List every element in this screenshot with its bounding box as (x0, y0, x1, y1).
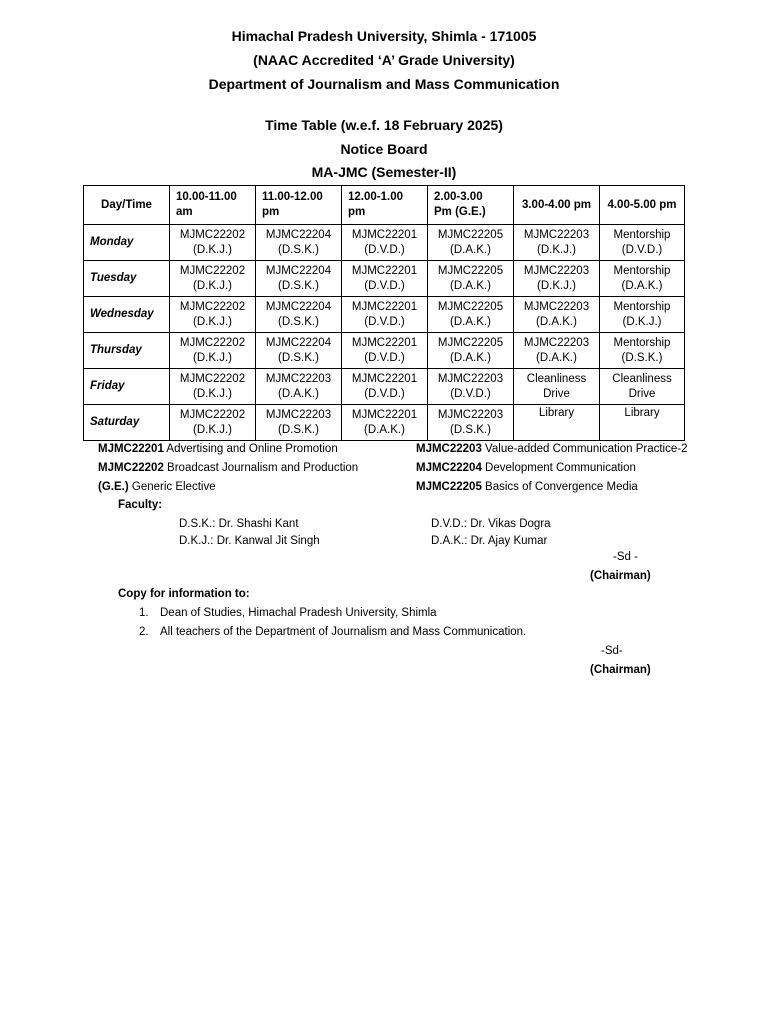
slot-text: (D.K.J.) (537, 243, 576, 256)
slot-text: (D.A.K.) (621, 279, 663, 292)
table-row (84, 261, 685, 297)
faculty-dak: D.A.K.: Dr. Ajay Kumar (431, 535, 548, 547)
slot-cell (428, 297, 514, 333)
copy-label: Copy for information to: (118, 588, 250, 600)
slot-text: (D.A.K.) (450, 315, 491, 328)
slot-text: MJMC22204 (265, 336, 332, 349)
table-row (84, 333, 685, 369)
copy-item-number: 2. (139, 626, 149, 638)
slot-text: (D.V.D.) (450, 387, 491, 400)
signature-chairman: (Chairman) (590, 570, 651, 582)
slot-text: MJMC22205 (437, 300, 504, 313)
slot-cell (256, 369, 342, 405)
header-text: 4.00-5.00 pm (607, 198, 677, 211)
faculty-dvd: D.V.D.: Dr. Vikas Dogra (431, 518, 551, 530)
slot-cell (342, 225, 428, 261)
slot-cell (342, 369, 428, 405)
slot-text: MJMC22202 (179, 228, 246, 241)
course-name: Basics of Convergence Media (485, 481, 638, 493)
slot-cell (170, 297, 256, 333)
slot-text: (D.K.J.) (193, 351, 232, 364)
slot-text: Cleanliness (612, 372, 672, 385)
header-text: 12.00-1.00 (348, 191, 403, 203)
header-time-slot (600, 186, 685, 225)
header-time-slot (256, 186, 342, 225)
table-row (84, 297, 685, 333)
course-name: Advertising and Online Promotion (166, 443, 338, 455)
course-legend-ge (98, 480, 216, 495)
course-name: Value-added Communication Practice-2 (485, 443, 688, 455)
slot-text: Cleanliness (526, 372, 587, 385)
slot-cell (256, 261, 342, 297)
course-code: MJMC22204 (416, 462, 482, 474)
slot-text: Drive (628, 387, 656, 400)
slot-cell (514, 261, 600, 297)
slot-text: Mentorship (613, 336, 671, 349)
slot-cell (600, 405, 685, 441)
slot-text: (D.A.K.) (450, 351, 491, 364)
header-text: 3.00-4.00 pm (521, 198, 592, 211)
slot-cell (170, 261, 256, 297)
slot-text: (D.S.K.) (450, 423, 491, 436)
course-code: MJMC22203 (416, 443, 482, 455)
slot-text: (D.K.J.) (193, 387, 232, 400)
slot-cell (170, 225, 256, 261)
day-cell: Tuesday (84, 261, 170, 297)
slot-text: MJMC22203 (437, 408, 504, 421)
signature-sd: -Sd - (613, 551, 638, 563)
header-text: Day/Time (101, 198, 152, 211)
slot-text: (D.S.K.) (278, 279, 319, 292)
slot-cell (600, 261, 685, 297)
slot-text: (D.A.K.) (364, 423, 405, 436)
header-text: 2.00-3.00 (434, 191, 483, 203)
slot-cell (428, 333, 514, 369)
slot-text: MJMC22202 (179, 336, 246, 349)
course-legend-203 (416, 442, 687, 457)
slot-text: MJMC22204 (265, 228, 332, 241)
slot-text: (D.S.K.) (278, 243, 319, 256)
header-time-slot (170, 186, 256, 225)
slot-cell (428, 405, 514, 441)
slot-cell (600, 297, 685, 333)
slot-text: MJMC22205 (437, 228, 504, 241)
department-title: Department of Journalism and Mass Communication (208, 76, 560, 92)
slot-text: MJMC22203 (523, 300, 590, 313)
slot-text: Mentorship (613, 228, 671, 241)
slot-cell (514, 405, 600, 441)
slot-text: MJMC22201 (351, 300, 418, 313)
slot-cell (428, 225, 514, 261)
programme-title: MA-JMC (Semester-II) (311, 164, 457, 180)
university-title: Himachal Pradesh University, Shimla - 171005 (231, 28, 537, 44)
table-header-row (84, 186, 685, 225)
slot-text: Library (538, 407, 575, 419)
accreditation-line: (NAAC Accredited ‘A’ Grade University) (253, 52, 515, 68)
slot-text: MJMC22203 (265, 372, 332, 385)
faculty-dsk: D.S.K.: Dr. Shashi Kant (179, 518, 299, 530)
slot-cell (170, 333, 256, 369)
slot-text: Mentorship (613, 300, 671, 313)
slot-text: MJMC22203 (523, 336, 590, 349)
slot-text: (D.K.J.) (622, 315, 662, 328)
day-cell: Friday (84, 369, 170, 405)
slot-cell (600, 225, 685, 261)
slot-cell (256, 333, 342, 369)
slot-cell (600, 369, 685, 405)
course-code: MJMC22202 (98, 462, 164, 474)
slot-text: (D.A.K.) (536, 351, 577, 364)
slot-cell (514, 369, 600, 405)
slot-cell (170, 369, 256, 405)
header-time-slot (342, 186, 428, 225)
slot-text: (D.A.K.) (450, 243, 491, 256)
header-text: pm (262, 206, 280, 218)
slot-cell (256, 297, 342, 333)
slot-cell (342, 333, 428, 369)
slot-cell (514, 225, 600, 261)
day-cell: Thursday (84, 333, 170, 369)
slot-text: (D.V.D.) (364, 243, 405, 256)
slot-cell (342, 297, 428, 333)
course-legend-201 (98, 442, 338, 457)
course-legend-202 (98, 461, 358, 476)
slot-text: MJMC22201 (351, 336, 418, 349)
course-legend-205 (416, 480, 638, 495)
notice-board-label: Notice Board (340, 141, 428, 157)
slot-text: (D.S.K.) (621, 351, 663, 364)
header-text: pm (348, 206, 366, 218)
slot-text: (D.A.K.) (536, 315, 577, 328)
slot-text: MJMC22202 (179, 300, 246, 313)
slot-text: MJMC22201 (351, 264, 418, 277)
slot-cell (600, 333, 685, 369)
slot-text: (D.V.D.) (621, 243, 663, 256)
slot-text: (D.K.J.) (193, 243, 232, 256)
table-row (84, 405, 685, 441)
slot-text: (D.V.D.) (364, 351, 405, 364)
slot-text: MJMC22202 (179, 264, 246, 277)
header-text: 10.00-11.00 (176, 191, 237, 203)
timetable (83, 185, 685, 441)
slot-text: (D.K.J.) (193, 279, 232, 292)
slot-cell (170, 405, 256, 441)
faculty-dkj: D.K.J.: Dr. Kanwal Jit Singh (179, 535, 320, 547)
slot-cell (256, 405, 342, 441)
slot-text: MJMC22203 (437, 372, 504, 385)
course-name: Development Communication (485, 462, 636, 474)
course-legend-204 (416, 461, 636, 476)
course-code: (G.E.) (98, 481, 129, 493)
slot-text: (D.A.K.) (450, 279, 491, 292)
slot-text: (D.K.J.) (193, 315, 232, 328)
header-day-time (84, 186, 170, 225)
table-row (84, 369, 685, 405)
slot-cell (428, 369, 514, 405)
slot-text: MJMC22204 (265, 264, 332, 277)
slot-cell (428, 261, 514, 297)
course-name: Generic Elective (131, 481, 216, 493)
copy-item-2: All teachers of the Department of Journalism and Mass Communication. (160, 626, 527, 638)
header-text: 11.00-12.00 (262, 191, 323, 203)
signature-sd-2: -Sd- (601, 645, 623, 657)
day-cell: Saturday (84, 405, 170, 441)
faculty-label: Faculty: (118, 499, 163, 511)
slot-text: (D.A.K.) (278, 387, 319, 400)
header-time-slot (514, 186, 600, 225)
timetable-title: Time Table (w.e.f. 18 February 2025) (265, 117, 503, 133)
slot-text: MJMC22205 (437, 336, 504, 349)
copy-item-number: 1. (139, 607, 149, 619)
signature-chairman-2: (Chairman) (590, 664, 651, 676)
slot-text: MJMC22203 (523, 228, 590, 241)
slot-cell (342, 261, 428, 297)
slot-text: (D.S.K.) (278, 315, 319, 328)
slot-text: (D.S.K.) (278, 423, 319, 436)
copy-item-1: Dean of Studies, Himachal Pradesh University, Shimla (160, 607, 437, 619)
header-time-slot (428, 186, 514, 225)
slot-text: (D.K.J.) (193, 423, 232, 436)
slot-text: Library (624, 407, 660, 419)
slot-text: MJMC22201 (351, 228, 418, 241)
slot-text: (D.K.J.) (537, 279, 576, 292)
course-code: MJMC22205 (416, 481, 482, 493)
slot-text: (D.S.K.) (278, 351, 319, 364)
slot-text: (D.V.D.) (364, 387, 405, 400)
slot-text: MJMC22201 (351, 372, 418, 385)
course-name: Broadcast Journalism and Production (167, 462, 359, 474)
table-row (84, 225, 685, 261)
slot-text: MJMC22204 (265, 300, 332, 313)
header-text: Pm (G.E.) (434, 206, 486, 218)
day-cell: Monday (84, 225, 170, 261)
slot-text: MJMC22205 (437, 264, 504, 277)
slot-cell (256, 225, 342, 261)
slot-text: Drive (543, 387, 570, 400)
slot-text: MJMC22202 (179, 372, 246, 385)
slot-text: (D.V.D.) (364, 315, 405, 328)
slot-text: MJMC22201 (351, 408, 418, 421)
header-text: am (176, 206, 193, 218)
slot-text: MJMC22203 (265, 408, 332, 421)
day-cell: Wednesday (84, 297, 170, 333)
slot-cell (342, 405, 428, 441)
slot-text: Mentorship (613, 264, 671, 277)
table-body (84, 225, 685, 441)
slot-text: MJMC22202 (179, 408, 246, 421)
slot-cell (514, 333, 600, 369)
slot-text: MJMC22203 (523, 264, 590, 277)
slot-text: (D.V.D.) (364, 279, 405, 292)
slot-cell (514, 297, 600, 333)
course-code: MJMC22201 (98, 443, 164, 455)
